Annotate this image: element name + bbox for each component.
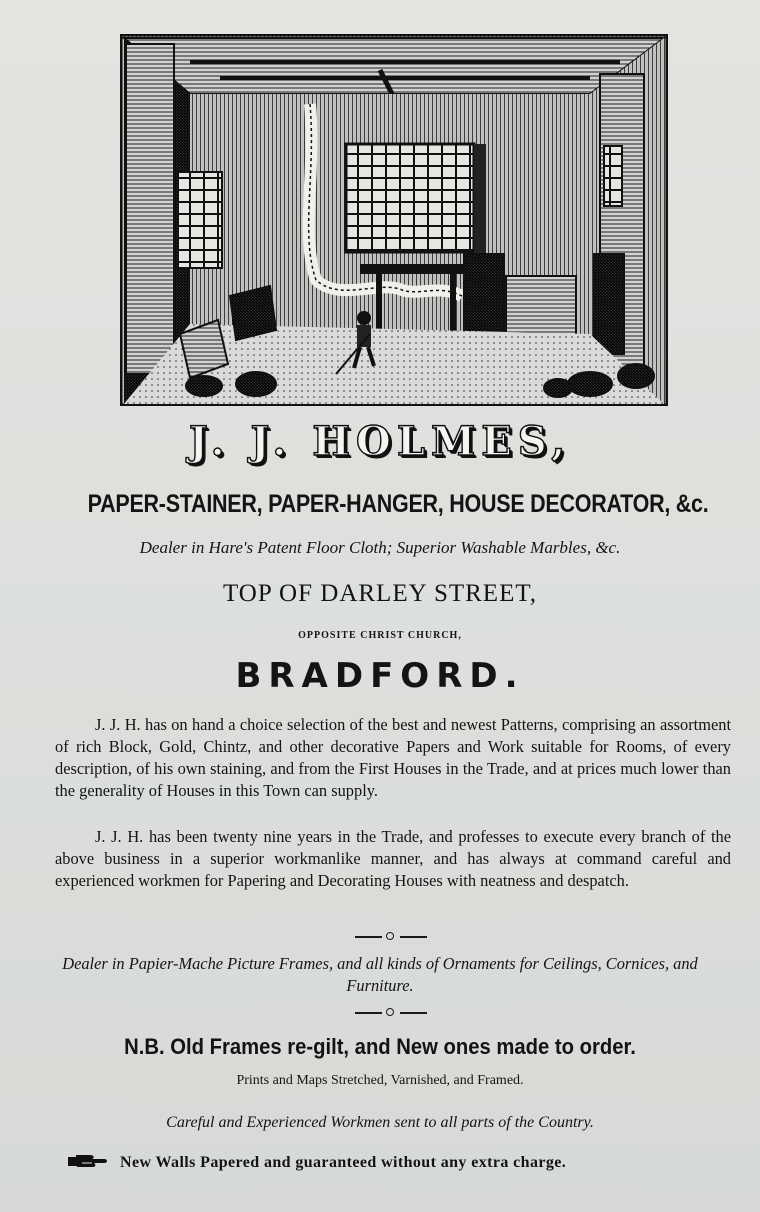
trade-heading: PAPER-STAINER, PAPER-HANGER, HOUSE DECORATOR, &c. [87,490,709,518]
town-name: BRADFORD. [235,656,525,696]
experience-paragraph: J. J. H. has been twenty nine years in the Trade, and professes to execute every branch of the above business in a superior workmanlike manner, and has always at command careful and experienced workmen for Papering and Decorating Houses with neatness and despatch. [55,827,731,890]
new-walls-text: New Walls Papered and guaranteed without any extra charge. [120,1154,567,1171]
prints-line: Prints and Maps Stretched, Varnished, and Framed. [236,1073,524,1088]
regilt-notice: N.B. Old Frames re-gilt, and New ones made to order. [124,1034,636,1059]
papier-mache-line: Dealer in Papier-Mache Picture Frames, and all kinds of Ornaments for Ceilings, Cornices, and Furniture. [62,954,698,995]
workmen-line: Careful and Experienced Workmen sent to all parts of the Country. [166,1114,594,1131]
ornamental-rule-icon [355,932,427,942]
proprietor-name: J. J. HOLMES, [188,418,572,465]
pointing-hand-icon [68,1151,108,1171]
floor-cloth-line: Dealer in Hare's Patent Floor Cloth; Superior Washable Marbles, &c. [139,538,621,557]
selection-paragraph: J. J. H. has on hand a choice selection of the best and newest Patterns, comprising an assortment of rich Block, Gold, Chintz, and other decorative Papers and Work suitable for Rooms, of every description, of his own staining, and from the First Houses in the Trade, and at prices much lower than the generality of Houses in this Town can supply. [55,715,731,800]
workshop-engraving-icon [120,34,668,406]
ornamental-rule-icon [355,1008,427,1018]
new-walls-line [68,1151,728,1172]
street-address: TOP OF DARLEY STREET, [222,580,538,607]
landmark-line: OPPOSITE CHRIST CHURCH, [298,630,462,641]
